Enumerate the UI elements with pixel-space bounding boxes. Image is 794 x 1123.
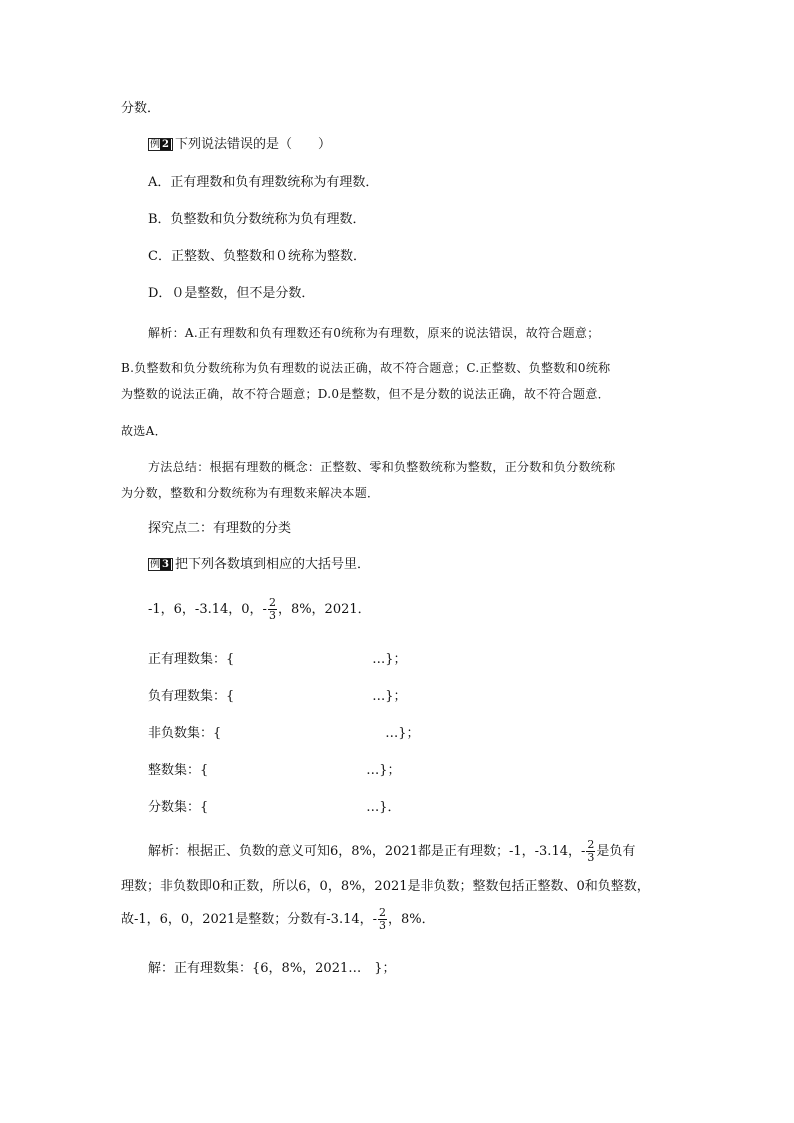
fraction-denominator: 3	[587, 851, 595, 864]
example3-question-line	[148, 557, 370, 573]
fraction-numerator: 2	[379, 906, 387, 919]
example2-analysis-line-1: 解析：A.正有理数和负有理数还有0统称为有理数，原来的说法错误，故符合题意；	[148, 326, 600, 340]
set-row-positive-rational	[148, 652, 407, 668]
option-c: C．正整数、负整数和０统称为整数．	[148, 249, 366, 264]
example3-analysis-line-2: 理数；非负数即0和正数，所以6，0，8%，2021是非负数；整数包括正整数、0和负整数，	[121, 879, 650, 894]
example3-answer: 解：正有理数集：{6，8%，2021… }；	[148, 961, 396, 976]
set-label: 负有理数集：{	[148, 689, 235, 704]
example3-question: 把下列各数填到相应的大括号里．	[174, 557, 370, 572]
intro-tail: 分数．	[121, 101, 161, 116]
method-summary-line-2: 为分数，整数和分数统称为有理数来解决本题．	[121, 486, 380, 500]
fraction-denominator: 3	[379, 919, 387, 932]
example2-analysis-line-3: 为整数的说法正确，故不符合题意；D.0是整数，但不是分数的说法正确，故不符合题意．	[121, 387, 610, 401]
set-end: …}；	[366, 763, 401, 778]
fraction-denominator: 3	[268, 609, 276, 622]
set-label: 分数集：{	[148, 800, 209, 815]
fraction-numerator: 2	[587, 838, 595, 851]
fraction	[586, 839, 595, 864]
number-list	[148, 597, 371, 623]
method-summary-line-1: 方法总结：根据有理数的概念：正整数、零和负整数统称为整数，正分数和负分数统称	[148, 460, 616, 474]
example3-analysis-line-3	[121, 907, 435, 933]
fraction	[268, 597, 277, 622]
set-end: …}．	[366, 800, 401, 815]
set-end: …}；	[372, 689, 407, 704]
number-list-before: -1，6，-3.14，0，-	[148, 602, 267, 617]
set-row-integer	[148, 763, 401, 779]
set-label: 正有理数集：{	[148, 652, 235, 667]
analysis-text: ，8%．	[388, 912, 435, 927]
option-b: B．负整数和负分数统称为负有理数．	[148, 212, 366, 227]
analysis-text: 解析：根据正、负数的意义可知6，8%，2021都是正有理数；-1，-3.14，-	[148, 844, 586, 859]
example2-badge: 例 2	[148, 138, 173, 151]
example2-analysis-line-4: 故选A．	[121, 424, 167, 438]
example2-analysis-line-2: B.负整数和负分数统称为负有理数的说法正确，故不符合题意；C.正整数、负整数和0统称	[121, 361, 611, 375]
example3-badge: 例 3	[148, 558, 173, 571]
section-title: 探究点二：有理数的分类	[148, 521, 292, 536]
fraction	[378, 907, 387, 932]
set-label: 整数集：{	[148, 763, 209, 778]
analysis-text: 是负有	[596, 844, 636, 859]
example2-question: 下列说法错误的是（ ）	[174, 137, 331, 152]
set-row-fraction	[148, 800, 401, 816]
number-list-after: ，8%，2021．	[277, 602, 371, 617]
set-label: 非负数集：{	[148, 726, 222, 741]
set-row-nonnegative	[148, 726, 420, 742]
option-a: A．正有理数和负有理数统称为有理数．	[148, 175, 379, 190]
example2-question-line	[148, 137, 331, 153]
fraction-numerator: 2	[268, 596, 276, 609]
set-end: …}；	[372, 652, 407, 667]
option-d: D．０是整数，但不是分数．	[148, 286, 315, 301]
set-row-negative-rational	[148, 689, 407, 705]
set-end: …}；	[385, 726, 420, 741]
example3-analysis-line-1	[148, 839, 635, 865]
analysis-text: 故-1，6，0，2021是整数；分数有-3.14，-	[121, 912, 378, 927]
